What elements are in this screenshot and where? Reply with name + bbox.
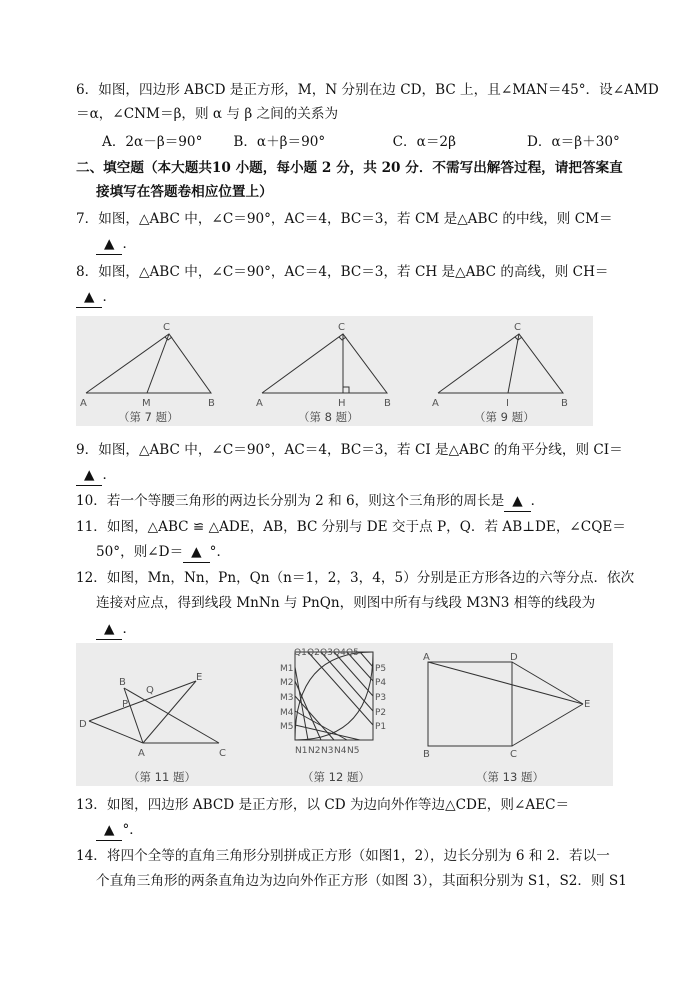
q7-line1: 7．如图，△ABC 中，∠C＝90°，AC＝4，BC＝3，若 CM 是△ABC 的中线，则 CM＝: [76, 211, 613, 227]
f11-label-d: D: [79, 719, 87, 730]
f8-label-a: A: [256, 398, 263, 409]
f11-label-p: P: [122, 699, 129, 710]
f12-label-q1: Q1: [294, 648, 307, 658]
f7-label-b: B: [208, 398, 215, 409]
q7-tail: ．: [122, 236, 137, 252]
f13-label-b: B: [423, 749, 430, 760]
q6-option-a: A．2α－β＝90°: [102, 134, 203, 150]
f9-label-a: A: [432, 398, 439, 409]
q9-tail: ．: [102, 467, 117, 483]
q13-line1: 13．如图，四边形 ABCD 是正方形，以 CD 为边向外作等边△CDE，则∠AEC＝: [76, 797, 570, 813]
caption-fig9: （第 9 题）: [474, 410, 535, 424]
q12-line1: 12．如图，Mn，Nn，Pn，Qn（n＝1，2，3，4，5）分别是正方形各边的六等分点．依次: [76, 570, 635, 586]
figure-7: [86, 334, 211, 393]
f12-label-n4: N4: [334, 746, 347, 756]
q7-answer-line: [96, 234, 136, 255]
q10-tail: ．: [530, 493, 545, 509]
q6-option-b: B．α＋β＝90°: [233, 134, 326, 150]
q6-line2: ＝α，∠CNM＝β，则 α 与 β 之间的关系为: [76, 106, 339, 122]
f12-label-m1: M1: [280, 664, 294, 674]
f13-label-a: A: [423, 652, 430, 663]
f9-label-i: I: [506, 398, 509, 409]
f12-label-p3: P3: [375, 693, 387, 703]
q9-answer-line: [76, 465, 116, 486]
f11-label-b: B: [119, 677, 126, 688]
q9-line1: 9．如图，△ABC 中，∠C＝90°，AC＝4，BC＝3，若 CI 是△ABC 的角平分线，则 CI＝: [76, 442, 623, 458]
q14-line1: 14．将四个全等的直角三角形分别拼成正方形（如图1，2），边长分别为 6 和 2．若以一: [76, 848, 610, 864]
figure-11: [89, 681, 219, 743]
f7-label-m: M: [142, 398, 151, 409]
q8-line1: 8．如图，△ABC 中，∠C＝90°，AC＝4，BC＝3，若 CH 是△ABC 的高线，则 CH＝: [76, 264, 609, 280]
f12-label-n2: N2: [308, 746, 321, 756]
f7-label-c: C: [163, 322, 170, 333]
q8-tail: ．: [102, 289, 117, 305]
q6-option-c: C．α＝2β: [392, 134, 456, 150]
f12-label-q3: Q3: [320, 648, 333, 658]
q11-answer-blank[interactable]: ▲: [183, 542, 209, 563]
q12-tail: ．: [122, 621, 137, 637]
figure-panel-row2: [76, 643, 613, 786]
q8-answer-line: [76, 287, 116, 308]
q7-answer-blank[interactable]: ▲: [96, 234, 122, 255]
f7-label-a: A: [80, 398, 87, 409]
q13-tail: °．: [122, 822, 143, 838]
q11-line1: 11．如图，△ABC ≌ △ADE，AB，BC 分别与 DE 交于点 P，Q．若 AB⊥DE，∠CQE＝: [76, 519, 626, 535]
f12-label-m3: M3: [280, 693, 294, 703]
f11-label-e: E: [196, 672, 203, 683]
caption-fig12: （第 12 题）: [302, 770, 370, 784]
q13-answer-line: [96, 820, 143, 841]
f12-label-q2: Q2: [307, 648, 320, 658]
f12-label-p5: P5: [375, 664, 387, 674]
f8-label-h: H: [338, 398, 346, 409]
f13-label-c: C: [510, 749, 517, 760]
section2-heading-line2: 接填写在答题卷相应位置上）: [96, 184, 273, 200]
q10-line: [76, 491, 544, 512]
f11-label-a: A: [138, 748, 145, 759]
figure-panel-row1: [76, 316, 593, 426]
caption-fig13: （第 13 题）: [476, 770, 544, 784]
f12-label-q4: Q4: [333, 648, 346, 658]
f9-label-c: C: [514, 322, 521, 333]
f12-label-m5: M5: [280, 722, 294, 732]
q10-answer-blank[interactable]: ▲: [504, 491, 530, 512]
q12-answer-line: [96, 619, 136, 640]
q12-answer-blank[interactable]: ▲: [96, 619, 122, 640]
q11-tail: °．: [209, 544, 231, 560]
f12-label-p4: P4: [375, 678, 387, 688]
q14-line2: 个直角三角形的两条直角边为边向外作正方形（如图 3），其面积分别为 S1，S2．则 S1: [96, 873, 627, 889]
q6-option-d: D．α＝β＋30°: [526, 134, 620, 150]
q11-line2-head: 50°，则∠D＝: [96, 544, 184, 560]
q6-line1: 6．如图，四边形 ABCD 是正方形，M，N 分别在边 CD，BC 上，且∠MAN＝45°．设∠AMD: [76, 82, 659, 98]
q8-answer-blank[interactable]: ▲: [76, 287, 102, 308]
figures-11-12-13: [76, 643, 613, 786]
f12-label-p2: P2: [375, 708, 387, 718]
f8-label-b: B: [384, 398, 391, 409]
q9-answer-blank[interactable]: ▲: [76, 465, 102, 486]
q11-line2: [96, 542, 230, 563]
figure-12: [295, 652, 373, 740]
f12-label-m2: M2: [280, 678, 294, 688]
f11-label-q: Q: [146, 685, 154, 696]
f12-label-n1: N1: [295, 746, 308, 756]
figure-13: [428, 662, 583, 746]
f13-label-e: E: [584, 699, 591, 710]
f11-label-c: C: [219, 748, 226, 759]
f12-label-m4: M4: [280, 708, 294, 718]
f9-label-b: B: [561, 398, 568, 409]
f12-label-n5: N5: [347, 746, 360, 756]
f12-label-p1: P1: [375, 722, 387, 732]
figure-8: [262, 334, 387, 393]
q12-line2: 连接对应点，得到线段 MnNn 与 PnQn，则图中所有与线段 M3N3 相等的线段为: [96, 595, 596, 611]
figure-9: [438, 334, 563, 393]
section2-heading-line1: 二、填空题（本大题共10 小题，每小题 2 分，共 20 分．不需写出解答过程，请把答案直: [76, 160, 623, 176]
f8-label-c: C: [338, 322, 345, 333]
q13-answer-blank[interactable]: ▲: [96, 820, 122, 841]
f12-label-q5: Q5: [346, 648, 359, 658]
caption-fig11: （第 11 题）: [128, 770, 196, 784]
f13-label-d: D: [510, 652, 518, 663]
q10-text: 10．若一个等腰三角形的两边长分别为 2 和 6，则这个三角形的周长是: [76, 493, 505, 509]
caption-fig7: （第 7 题）: [118, 410, 179, 424]
q6-options: [102, 132, 620, 152]
caption-fig8: （第 8 题）: [298, 410, 359, 424]
f12-label-n3: N3: [321, 746, 334, 756]
